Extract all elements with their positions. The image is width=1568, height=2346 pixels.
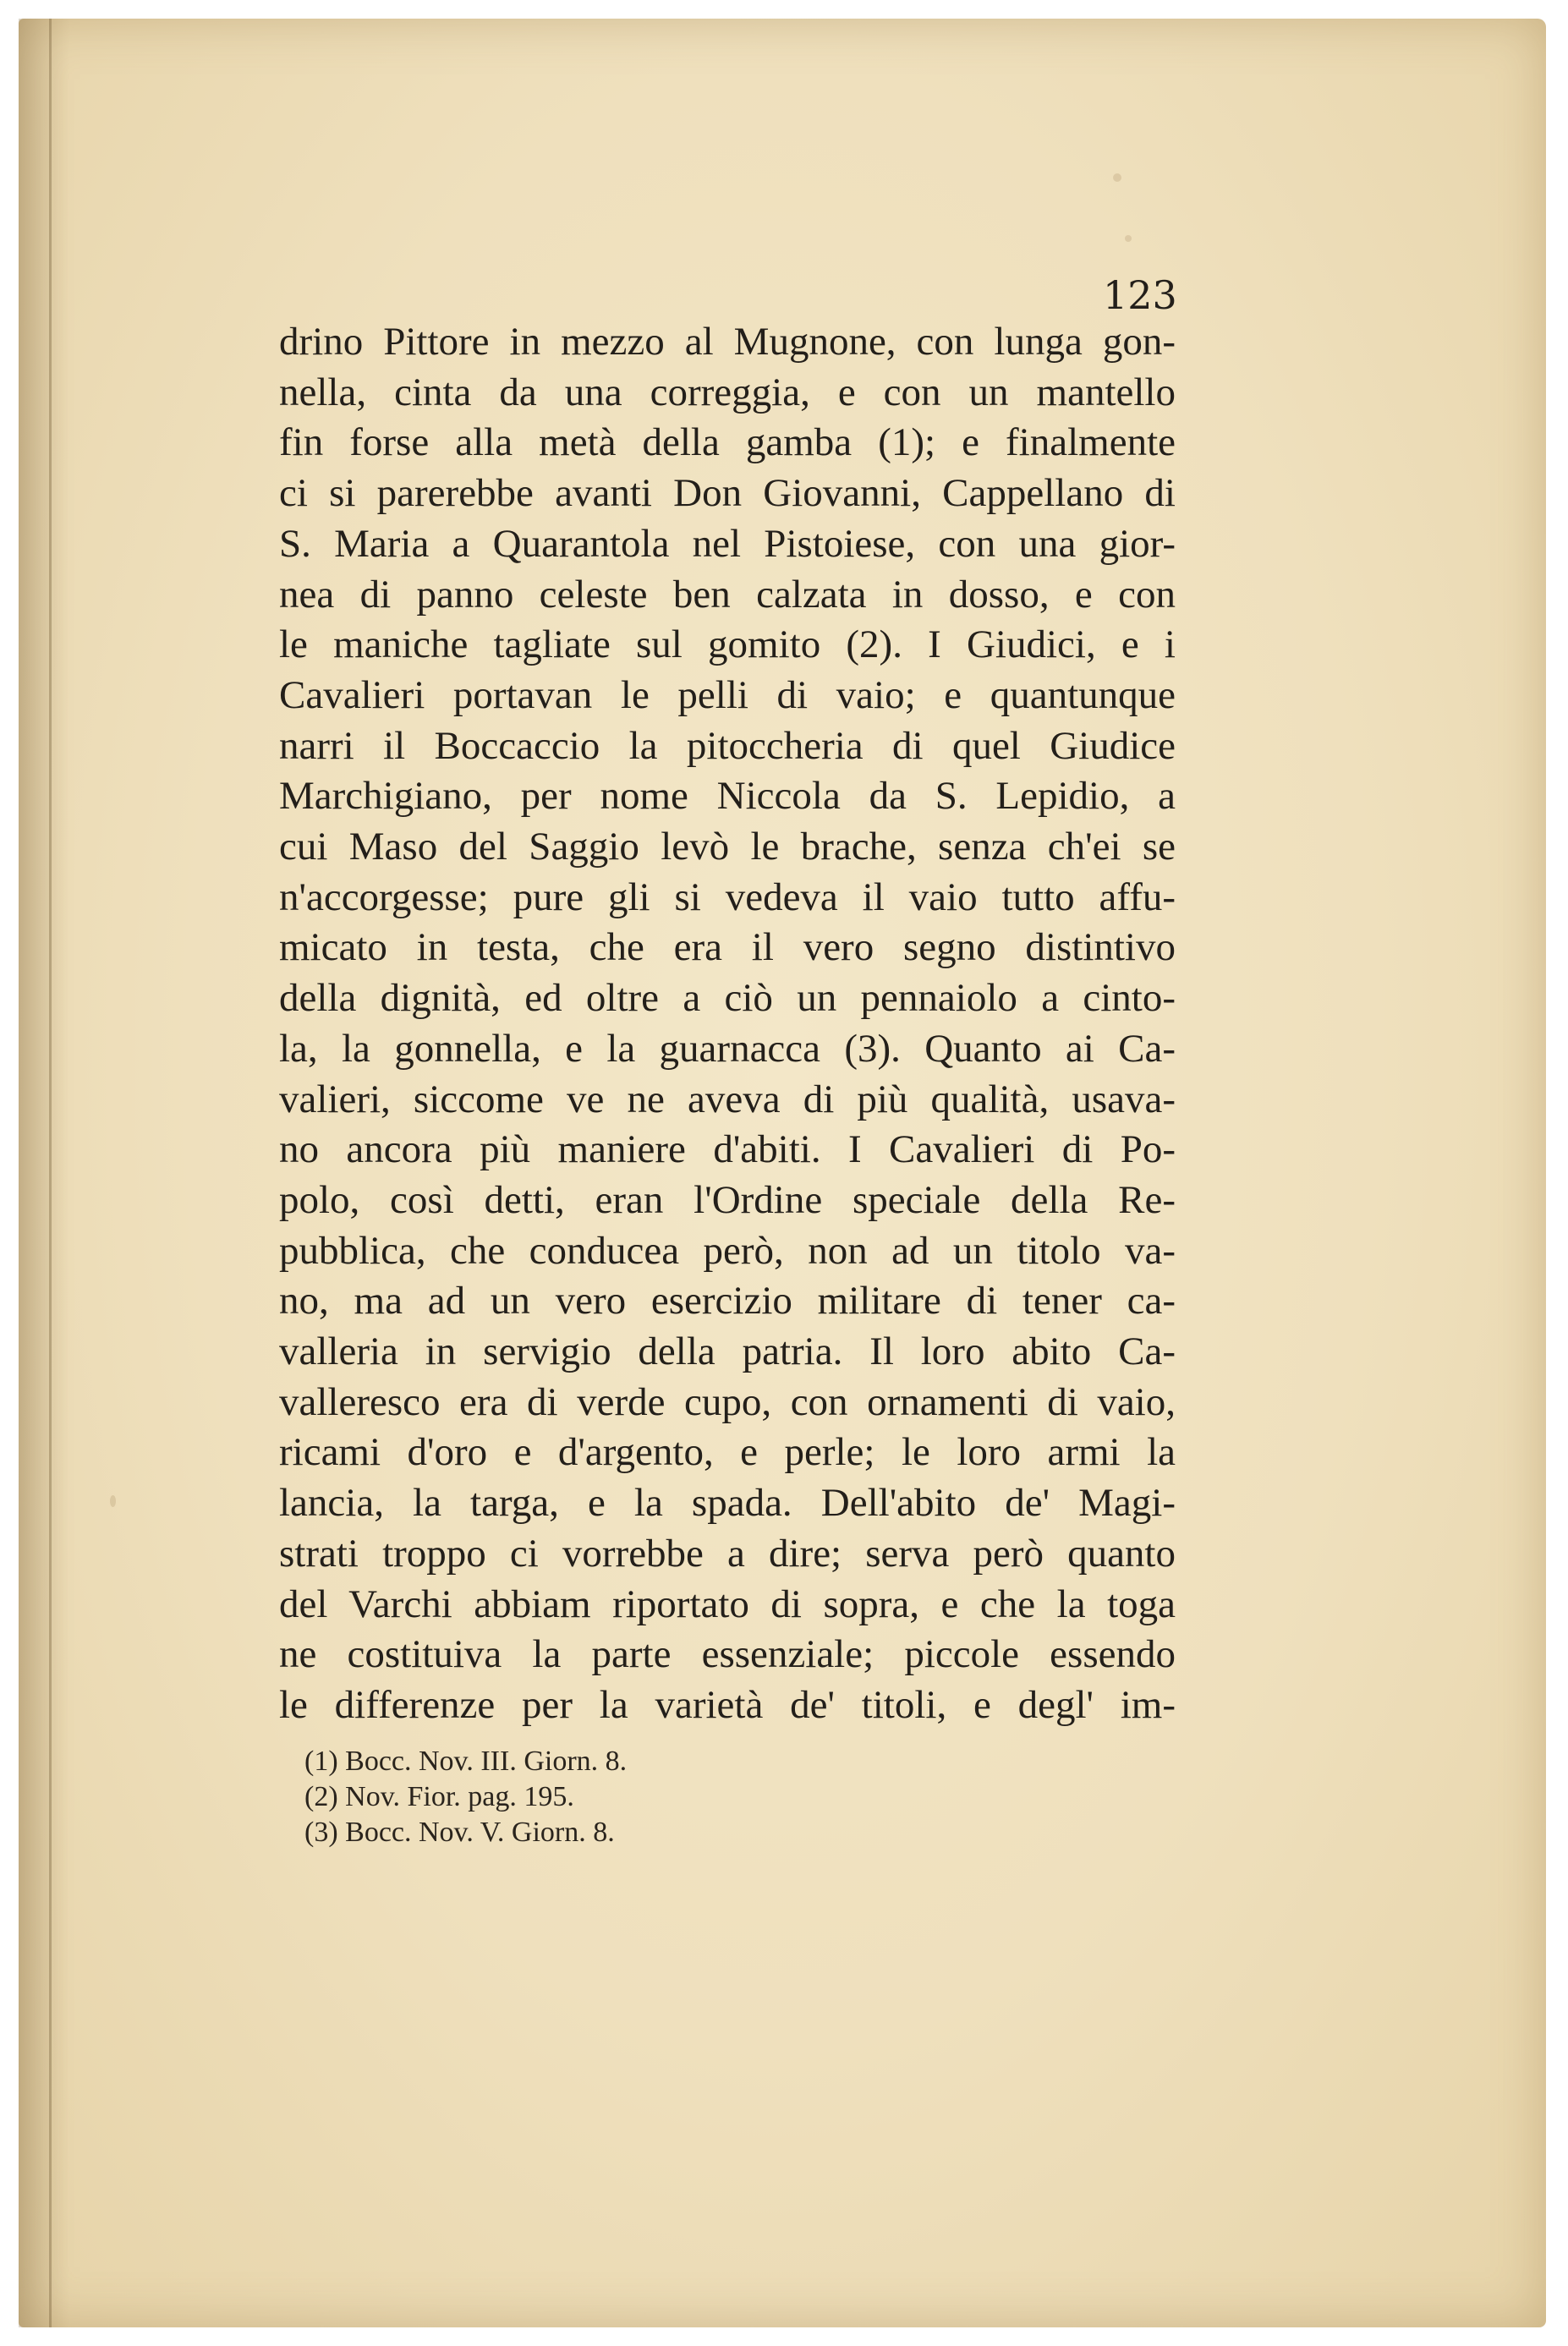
fold-line: [49, 19, 52, 2327]
text-line: no, ma ad un vero esercizio militare di tener ca-: [279, 1279, 1176, 1324]
main-text: [279, 317, 1176, 1731]
text-line: pubblica, che conducea però, non ad un titolo va-: [279, 1228, 1176, 1273]
text-line: micato in testa, che era il vero segno distintivo: [279, 925, 1176, 970]
paper-stain: [1125, 235, 1132, 242]
text-line: no ancora più maniere d'abiti. I Cavalieri di Po-: [279, 1127, 1176, 1172]
footnote: (3) Bocc. Nov. V. Giorn. 8.: [304, 1817, 615, 1848]
text-line: Marchigiano, per nome Niccola da S. Lepidio, a: [279, 774, 1176, 819]
text-line: nella, cinta da una correggia, e con un mantello: [279, 370, 1176, 414]
text-line: Cavalieri portavan le pelli di vaio; e quantunque: [279, 672, 1176, 717]
text-line: ne costituiva la parte essenziale; piccole essendo: [279, 1632, 1176, 1677]
text-line: S. Maria a Quarantola nel Pistoiese, con una gior-: [279, 521, 1176, 566]
footnotes: [304, 1744, 778, 1850]
page-number: 123: [1103, 272, 1177, 318]
text-line: nea di panno celeste ben calzata in dosso, e con: [279, 572, 1176, 617]
footnote: (2) Nov. Fior. pag. 195.: [304, 1781, 574, 1812]
text-line: le differenze per la varietà de' titoli, e degl' im-: [279, 1682, 1176, 1727]
binding-shadow: [19, 19, 69, 2327]
text-line: lancia, la targa, e la spada. Dell'abito de' Magi-: [279, 1481, 1176, 1526]
text-line: la, la gonnella, e la guarnacca (3). Quanto ai Ca-: [279, 1026, 1176, 1071]
text-line: polo, così detti, eran l'Ordine speciale della Re-: [279, 1177, 1176, 1222]
text-line: le maniche tagliate sul gomito (2). I Giudici, e i: [279, 622, 1176, 667]
text-line: valleresco era di verde cupo, con ornamenti di vaio,: [279, 1379, 1176, 1424]
footnote: (1) Bocc. Nov. III. Giorn. 8.: [304, 1746, 628, 1777]
paper-stain: [110, 1495, 116, 1507]
text-line: drino Pittore in mezzo al Mugnone, con lunga gon-: [279, 320, 1176, 364]
text-line: valieri, siccome ve ne aveva di più qualità, usava-: [279, 1077, 1176, 1121]
text-line: fin forse alla metà della gamba (1); e finalmente: [279, 420, 1176, 465]
text-line: narri il Boccaccio la pitoccheria di quel Giudice: [279, 723, 1176, 768]
text-line: n'accorgesse; pure gli si vedeva il vaio tutto affu-: [279, 874, 1176, 919]
text-line: cui Maso del Saggio levò le brache, senza ch'ei se: [279, 825, 1176, 869]
text-line: strati troppo ci vorrebbe a dire; serva però quanto: [279, 1531, 1176, 1576]
paper-stain: [1113, 173, 1121, 182]
text-line: del Varchi abbiam riportato di sopra, e che la toga: [279, 1581, 1176, 1626]
text-line: della dignità, ed oltre a ciò un pennaiolo a cinto-: [279, 976, 1176, 1021]
text-line: valleria in servigio della patria. Il loro abito Ca-: [279, 1329, 1176, 1374]
text-line: ci si parerebbe avanti Don Giovanni, Cappellano di: [279, 471, 1176, 516]
text-line: ricami d'oro e d'argento, e perle; le loro armi la: [279, 1430, 1176, 1475]
